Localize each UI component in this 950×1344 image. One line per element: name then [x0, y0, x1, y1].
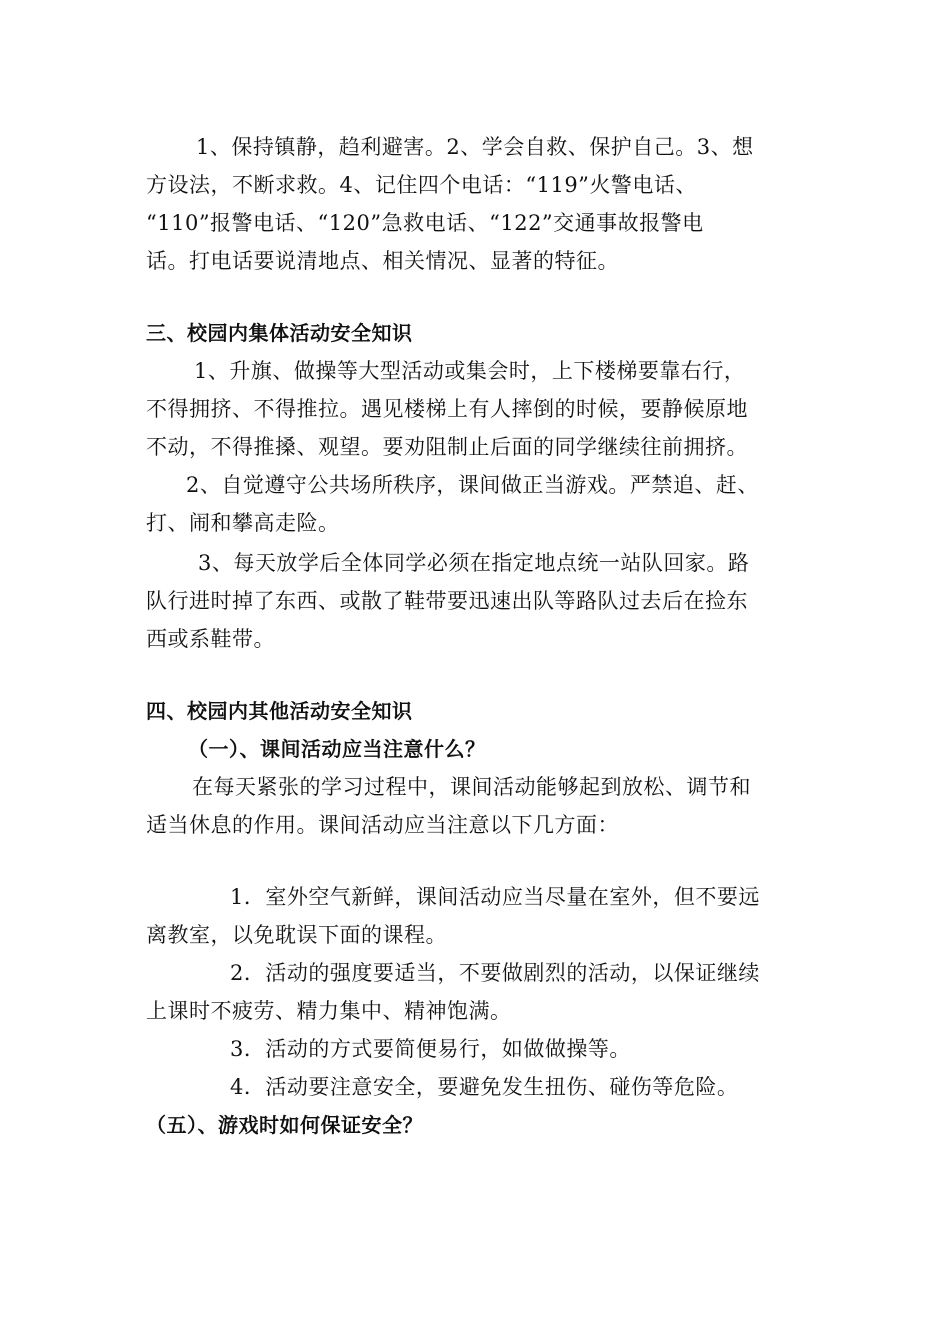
text-line: 在每天紧张的学习过程中，课间活动能够起到放松、调节和	[192, 775, 751, 799]
text-line: 西或系鞋带。	[146, 627, 275, 651]
subsection-heading: （一）、课间活动应当注意什么？	[188, 737, 486, 761]
text-line: “110”报警电话、“120”急救电话、“122”交通事故报警电	[146, 211, 704, 235]
text-line: 2、自觉遵守公共场所秩序，课间做正当游戏。严禁追、赶、	[186, 473, 759, 497]
section3-paragraph-2	[146, 466, 806, 542]
section-heading: 四、校园内其他活动安全知识	[146, 699, 413, 723]
text-line: 上课时不疲劳、精力集中、精神饱满。	[146, 999, 512, 1023]
text-line: 1、升旗、做操等大型活动或集会时，上下楼梯要靠右行，	[194, 359, 746, 383]
list-item: 4．活动要注意安全，要避免发生扭伤、碰伤等危险。	[230, 1075, 739, 1099]
intro-paragraph	[146, 128, 806, 280]
text-line: 3、每天放学后全体同学必须在指定地点统一站队回家。路	[198, 551, 750, 575]
text-line: 适当休息的作用。课间活动应当注意以下几方面：	[146, 813, 619, 837]
section3-paragraph-3	[146, 544, 806, 658]
document-page	[146, 128, 806, 1144]
section-heading: （五）、游戏时如何保证安全？	[146, 1113, 423, 1137]
text-line: 不动，不得推搡、观望。要劝阻制止后面的同学继续往前拥挤。	[146, 435, 748, 459]
text-line: 话。打电话要说清地点、相关情况、显著的特征。	[146, 249, 619, 273]
text-line: 方设法，不断求救。4、记住四个电话：“119”火警电话、	[146, 173, 697, 197]
list-item: 1．室外空气新鲜，课间活动应当尽量在室外，但不要远	[230, 885, 760, 909]
list-item: 3．活动的方式要简便易行，如做做操等。	[230, 1037, 631, 1061]
text-line: 离教室，以免耽误下面的课程。	[146, 923, 447, 947]
text-line: 不得拥挤、不得推拉。遇见楼梯上有人摔倒的时候，要静候原地	[146, 397, 748, 421]
section4-item-list	[146, 878, 806, 1106]
text-line: 1、保持镇静，趋利避害。2、学会自救、保护自己。3、想	[196, 135, 754, 159]
text-line: 打、闹和攀高走险。	[146, 511, 340, 535]
section4-intro-paragraph	[146, 768, 806, 844]
list-item: 2．活动的强度要适当，不要做剧烈的活动，以保证继续	[230, 961, 760, 985]
section-heading: 三、校园内集体活动安全知识	[146, 321, 413, 345]
text-line: 队行进时掉了东西、或散了鞋带要迅速出队等路队过去后在捡东	[146, 589, 748, 613]
section3-paragraph-1	[146, 352, 806, 466]
